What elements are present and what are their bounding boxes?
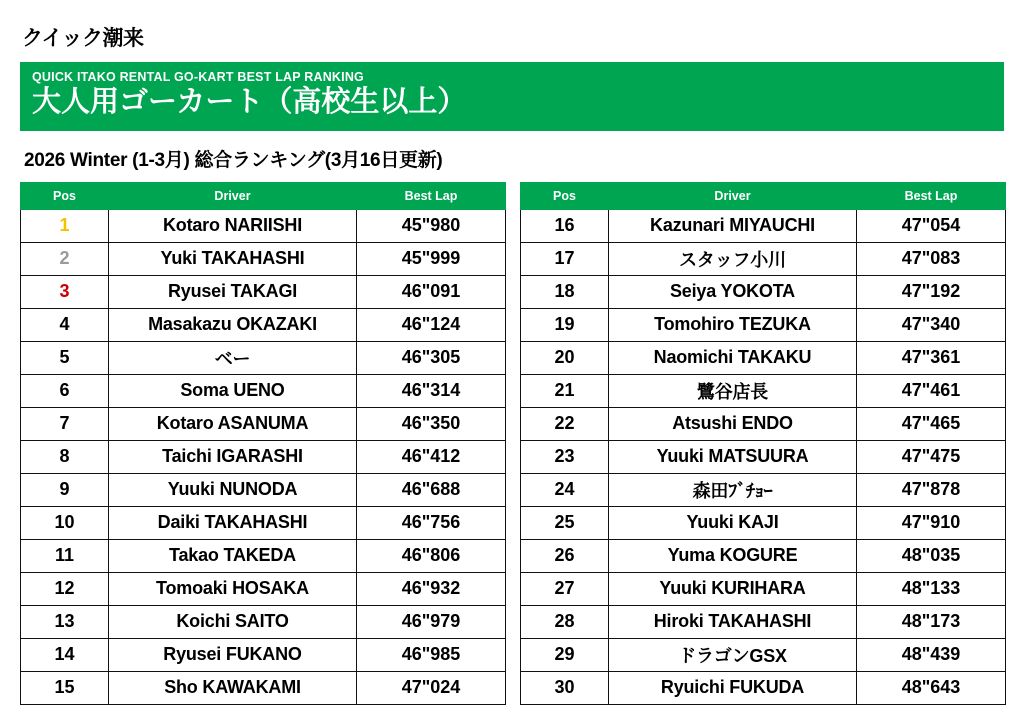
cell-best-lap: 47"340 (857, 308, 1006, 341)
cell-position: 28 (521, 605, 609, 638)
cell-driver: Koichi SAITO (109, 605, 357, 638)
cell-driver: Tomoaki HOSAKA (109, 572, 357, 605)
cell-best-lap: 47"461 (857, 374, 1006, 407)
table-row (521, 374, 1006, 407)
cell-driver: Atsushi ENDO (609, 407, 857, 440)
cell-best-lap: 45"999 (357, 242, 506, 275)
cell-best-lap: 48"173 (857, 605, 1006, 638)
table-row (521, 539, 1006, 572)
cell-best-lap: 47"465 (857, 407, 1006, 440)
cell-driver: Kotaro ASANUMA (109, 407, 357, 440)
cell-position: 1 (21, 209, 109, 242)
cell-best-lap: 47"024 (357, 671, 506, 704)
table-row (521, 638, 1006, 671)
cell-best-lap: 47"083 (857, 242, 1006, 275)
cell-best-lap: 46"350 (357, 407, 506, 440)
cell-position: 4 (21, 308, 109, 341)
table-row (521, 671, 1006, 704)
cell-position: 11 (21, 539, 109, 572)
cell-best-lap: 46"688 (357, 473, 506, 506)
cell-driver: Kotaro NARIISHI (109, 209, 357, 242)
cell-driver: Yuuki NUNODA (109, 473, 357, 506)
cell-position: 21 (521, 374, 609, 407)
table-row (21, 605, 506, 638)
cell-driver: ベー (109, 341, 357, 374)
cell-best-lap: 46"412 (357, 440, 506, 473)
banner-subtitle: QUICK ITAKO RENTAL GO-KART BEST LAP RANKING (32, 70, 364, 84)
table-row (21, 506, 506, 539)
table-row (21, 242, 506, 275)
cell-position: 8 (21, 440, 109, 473)
column-header-driver: Driver (109, 182, 357, 209)
cell-best-lap: 46"985 (357, 638, 506, 671)
table-row (21, 407, 506, 440)
cell-driver: Soma UENO (109, 374, 357, 407)
table-row (521, 506, 1006, 539)
cell-driver: Naomichi TAKAKU (609, 341, 857, 374)
cell-position: 23 (521, 440, 609, 473)
cell-best-lap: 45"980 (357, 209, 506, 242)
cell-position: 24 (521, 473, 609, 506)
ranking-tables (20, 182, 1004, 705)
ranking-table-right (520, 182, 1006, 705)
table-row (521, 308, 1006, 341)
cell-position: 25 (521, 506, 609, 539)
cell-best-lap: 47"910 (857, 506, 1006, 539)
cell-driver: Ryusei TAKAGI (109, 275, 357, 308)
table-row (521, 275, 1006, 308)
cell-driver: 森田ﾌﾞﾁｮｰ (609, 473, 857, 506)
header-banner (20, 62, 1004, 131)
table-row (21, 440, 506, 473)
cell-best-lap: 47"361 (857, 341, 1006, 374)
table-row (21, 671, 506, 704)
cell-best-lap: 46"979 (357, 605, 506, 638)
cell-best-lap: 46"305 (357, 341, 506, 374)
cell-best-lap: 46"091 (357, 275, 506, 308)
cell-position: 3 (21, 275, 109, 308)
cell-position: 13 (21, 605, 109, 638)
table-row (521, 572, 1006, 605)
cell-driver: Seiya YOKOTA (609, 275, 857, 308)
cell-driver: Takao TAKEDA (109, 539, 357, 572)
table-row (521, 242, 1006, 275)
column-header-pos: Pos (521, 182, 609, 209)
cell-position: 7 (21, 407, 109, 440)
column-header-best-lap: Best Lap (857, 182, 1006, 209)
cell-driver: Yuuki KURIHARA (609, 572, 857, 605)
cell-best-lap: 47"054 (857, 209, 1006, 242)
banner-title: 大人用ゴーカート（高校生以上） (32, 86, 467, 118)
table-row (21, 308, 506, 341)
cell-driver: スタッフ小川 (609, 242, 857, 275)
cell-best-lap: 46"806 (357, 539, 506, 572)
table-row (521, 341, 1006, 374)
brand-title: クイック潮来 (22, 27, 144, 50)
ranking-table-left (20, 182, 506, 705)
cell-best-lap: 48"439 (857, 638, 1006, 671)
cell-position: 19 (521, 308, 609, 341)
cell-position: 15 (21, 671, 109, 704)
cell-position: 20 (521, 341, 609, 374)
cell-position: 26 (521, 539, 609, 572)
cell-position: 5 (21, 341, 109, 374)
column-header-driver: Driver (609, 182, 857, 209)
cell-driver: Kazunari MIYAUCHI (609, 209, 857, 242)
table-row (521, 473, 1006, 506)
cell-driver: Taichi IGARASHI (109, 440, 357, 473)
cell-position: 27 (521, 572, 609, 605)
ranking-body-left (21, 209, 506, 704)
cell-position: 2 (21, 242, 109, 275)
cell-driver: Yuuki MATSUURA (609, 440, 857, 473)
cell-best-lap: 46"124 (357, 308, 506, 341)
cell-driver: Yuma KOGURE (609, 539, 857, 572)
cell-position: 6 (21, 374, 109, 407)
cell-best-lap: 47"878 (857, 473, 1006, 506)
table-row (521, 440, 1006, 473)
table-row (521, 407, 1006, 440)
cell-best-lap: 47"192 (857, 275, 1006, 308)
cell-position: 30 (521, 671, 609, 704)
cell-driver: Hiroki TAKAHASHI (609, 605, 857, 638)
cell-driver: Ryusei FUKANO (109, 638, 357, 671)
cell-driver: Yuki TAKAHASHI (109, 242, 357, 275)
table-header-row (21, 182, 506, 209)
cell-best-lap: 48"035 (857, 539, 1006, 572)
cell-best-lap: 48"133 (857, 572, 1006, 605)
table-header-row (521, 182, 1006, 209)
table-row (21, 473, 506, 506)
cell-driver: Sho KAWAKAMI (109, 671, 357, 704)
table-row (21, 374, 506, 407)
cell-driver: Masakazu OKAZAKI (109, 308, 357, 341)
cell-position: 16 (521, 209, 609, 242)
cell-driver: Ryuichi FUKUDA (609, 671, 857, 704)
cell-position: 17 (521, 242, 609, 275)
cell-driver: 鷺谷店長 (609, 374, 857, 407)
cell-position: 14 (21, 638, 109, 671)
cell-position: 29 (521, 638, 609, 671)
cell-best-lap: 48"643 (857, 671, 1006, 704)
table-row (21, 341, 506, 374)
cell-position: 12 (21, 572, 109, 605)
cell-position: 22 (521, 407, 609, 440)
cell-driver: ドラゴンGSX (609, 638, 857, 671)
table-row (21, 638, 506, 671)
column-header-best-lap: Best Lap (357, 182, 506, 209)
table-row (521, 605, 1006, 638)
cell-driver: Yuuki KAJI (609, 506, 857, 539)
cell-position: 9 (21, 473, 109, 506)
cell-position: 18 (521, 275, 609, 308)
table-row (21, 572, 506, 605)
cell-best-lap: 46"932 (357, 572, 506, 605)
table-row (21, 209, 506, 242)
cell-driver: Tomohiro TEZUKA (609, 308, 857, 341)
cell-position: 10 (21, 506, 109, 539)
cell-best-lap: 46"756 (357, 506, 506, 539)
cell-best-lap: 46"314 (357, 374, 506, 407)
table-row (21, 275, 506, 308)
cell-driver: Daiki TAKAHASHI (109, 506, 357, 539)
table-row (521, 209, 1006, 242)
ranking-body-right (521, 209, 1006, 704)
column-header-pos: Pos (21, 182, 109, 209)
table-row (21, 539, 506, 572)
season-heading: 2026 Winter (1-3月) 総合ランキング(3月16日更新) (24, 149, 443, 171)
cell-best-lap: 47"475 (857, 440, 1006, 473)
